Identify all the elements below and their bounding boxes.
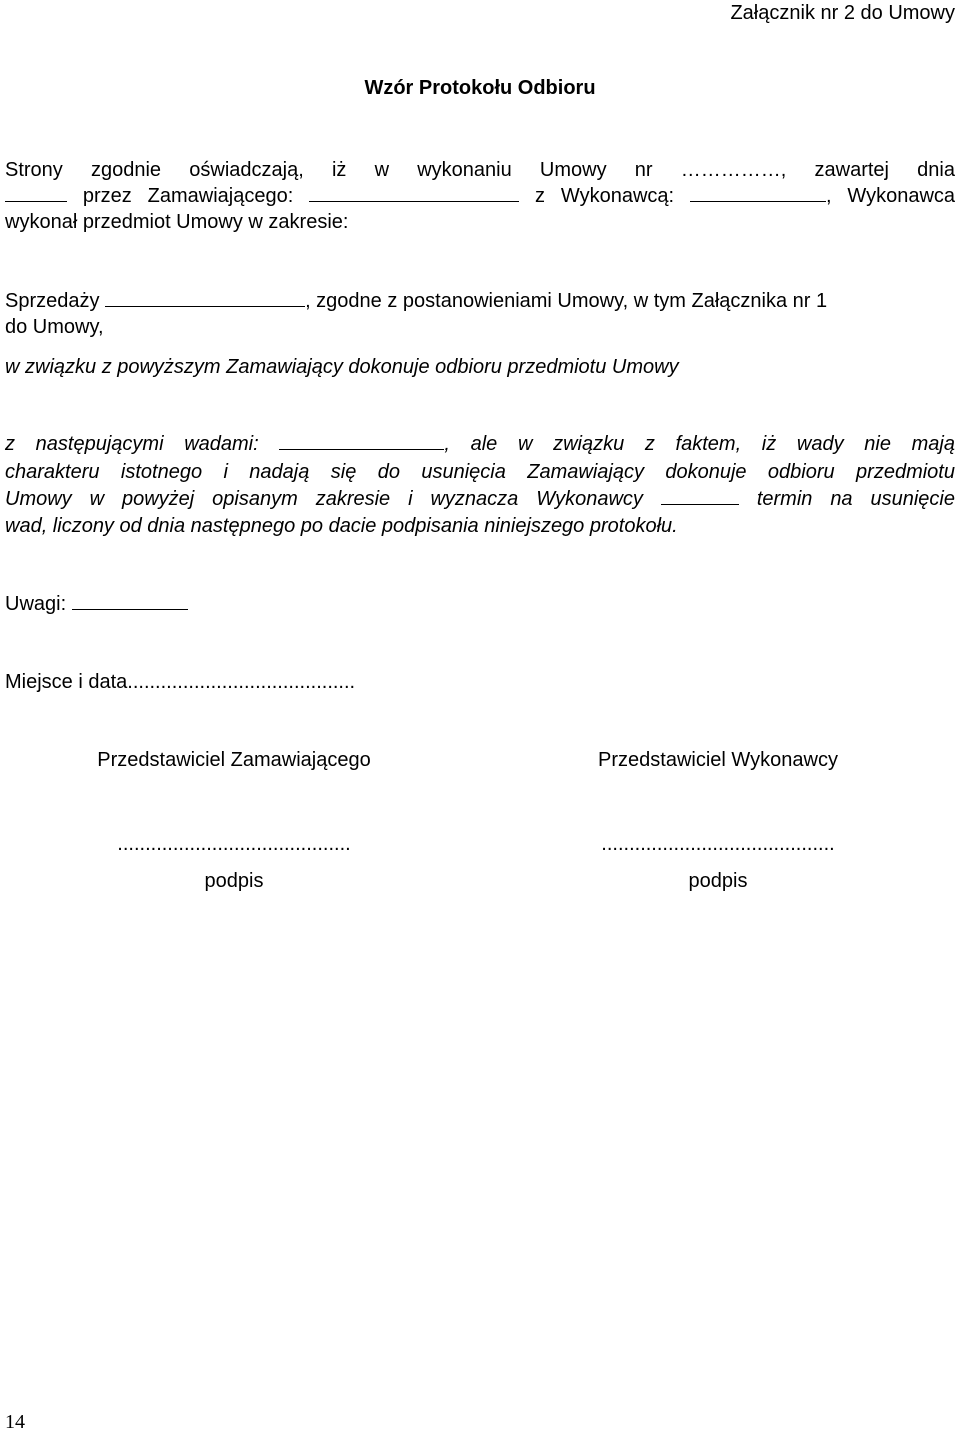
annex-header: Załącznik nr 2 do Umowy xyxy=(730,2,955,24)
sale-blank xyxy=(105,288,305,307)
client-representative-title: Przedstawiciel Zamawiającego xyxy=(97,749,371,771)
defects-text-1a: z następującymi wadami: xyxy=(5,433,259,455)
intro-line-2 xyxy=(5,183,955,209)
intro-line-1 xyxy=(5,157,955,183)
intro-text-1: Strony zgodnie oświadczają, iż w wykonaniu Umowy nr xyxy=(5,159,653,181)
defects-blank xyxy=(279,431,444,450)
sale-line-2: do Umowy, xyxy=(5,316,104,338)
contractor-representative-title: Przedstawiciel Wykonawcy xyxy=(598,749,838,771)
defects-line-4: wad, liczony od dnia następnego po dacie podpisania niniejszego protokołu. xyxy=(5,515,678,537)
defects-text-2: charakteru istotnego i nadają się do usunięcia Zamawiający dokonuje odbioru przedmiotu xyxy=(5,461,955,483)
page-number: 14 xyxy=(5,1411,25,1433)
defects-text-1b: , ale w związku z faktem, iż wady nie mają xyxy=(444,433,955,455)
document-title: Wzór Protokołu Odbioru xyxy=(364,77,596,99)
defects-line-1 xyxy=(5,431,955,457)
intro-text-2b: z Wykonawcą: xyxy=(535,185,675,207)
contract-date-blank xyxy=(5,183,67,202)
contract-number-dots: …………… xyxy=(680,159,781,181)
remarks-line xyxy=(5,591,188,617)
sale-line-1 xyxy=(5,288,827,314)
remarks-label: Uwagi: xyxy=(5,593,67,615)
client-blank xyxy=(309,183,519,202)
sale-text-1b: , zgodne z postanowieniami Umowy, w tym Załącznika nr 1 xyxy=(305,290,828,312)
place-date: Miejsce i data......................................... xyxy=(5,671,356,693)
intro-text-1b: , zawartej dnia xyxy=(780,159,955,181)
sale-text-1a: Sprzedaży xyxy=(5,290,100,312)
deadline-blank xyxy=(661,486,739,505)
defects-line-3 xyxy=(5,486,955,512)
defects-text-3a: Umowy w powyżej opisanym zakresie i wyznacza Wykonawcy xyxy=(5,488,643,510)
client-signature-dots: .......................................... xyxy=(117,833,351,855)
client-signature-label: podpis xyxy=(204,870,264,892)
contractor-signature-label: podpis xyxy=(688,870,748,892)
remarks-blank xyxy=(72,591,188,610)
defects-text-3b: termin na usunięcie xyxy=(756,488,955,510)
intro-text-2a: przez Zamawiającego: xyxy=(82,185,294,207)
intro-line-3: wykonał przedmiot Umowy w zakresie: xyxy=(5,211,349,233)
contractor-signature-dots: .......................................... xyxy=(601,833,835,855)
defects-line-2 xyxy=(5,459,955,485)
intro-text-2c: , Wykonawca xyxy=(825,185,956,207)
contractor-blank xyxy=(690,183,826,202)
sale-line-3: w związku z powyższym Zamawiający dokonuje odbioru przedmiotu Umowy xyxy=(5,356,679,378)
